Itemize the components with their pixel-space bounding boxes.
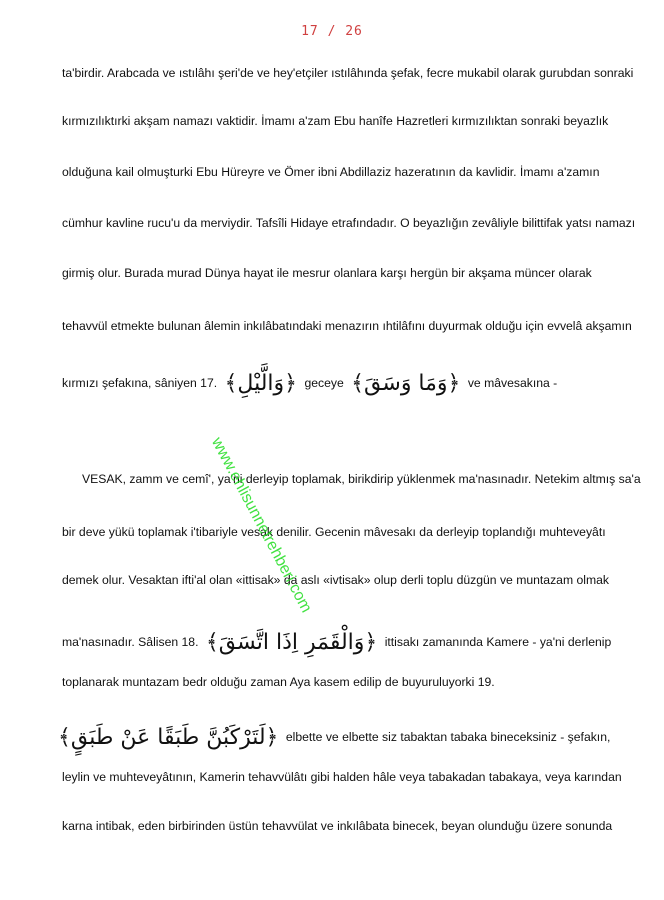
page-indicator: 17 / 26 — [301, 24, 363, 39]
text-line: kırmızılıktırki akşam namazı vaktidir. İmamı a'zam Ebu hanîfe Hazretleri kırmızılıktan sonraki beyazlık — [62, 114, 609, 128]
text-line-with-verse — [62, 628, 611, 658]
watermark: www.ehlisunnetrehberi.com — [207, 434, 315, 616]
text-segment: ma'nasınadır. Sâlisen 18. — [62, 635, 199, 650]
text-segment: ittisakı zamanında Kamere - ya'ni derlenip — [384, 635, 612, 650]
text-segment: geceye — [304, 376, 344, 391]
text-segment: elbette ve elbette siz tabaktan tabaka bineceksiniz - şefakın, — [285, 730, 611, 745]
arabic-verse: ﴿لَتَرْكَبُنَّ طَبَقًا عَنْ طَبَقٍ﴾ — [58, 725, 279, 750]
text-line-with-verse — [62, 369, 557, 399]
text-line: leylin ve muhteveyâtının, Kamerin tehavvülâtı gibi halden hâle veya tabakadan tabakaya, veya karından — [62, 770, 622, 784]
text-line: karna intibak, eden birbirinden üstün tehavvülat ve inkılâbata binecek, beyan olunduğu üzere sonunda — [62, 819, 613, 833]
text-line: VESAK, zamm ve cemî', ya'ni derleyip toplamak, birikdirip yüklenmek ma'nasınadır. Netekim altmış sa'a — [82, 472, 641, 486]
text-line-with-verse — [58, 723, 610, 753]
text-line: toplanarak muntazam bedr olduğu zaman Aya kasem edilip de buyuruluyorki 19. — [62, 675, 495, 689]
text-segment: kırmızı şefakına, sâniyen 17. — [62, 376, 218, 391]
text-line: girmiş olur. Burada murad Dünya hayat ile mesrur olanlara karşı hergün bir akşama müncer olarak — [62, 266, 592, 280]
text-line: demek olur. Vesaktan ifti'al olan «ittisak» da aslı «ivtisak» olup derli toplu düzgün ve muntazam olmak — [62, 573, 610, 587]
text-line: tehavvül etmekte bulunan âlemin inkılâbatındaki menazırın ıhtilâfını duyurmak olduğu için evvelâ akşamın — [62, 319, 632, 333]
arabic-verse: ﴿وَمَا وَسَقَ﴾ — [351, 371, 461, 396]
text-line: cümhur kavline rucu'u da merviydir. Tafsîli Hidaye etrafındadır. O beyazlığın zevâliyle bilittifak yatsı namazı — [62, 216, 636, 230]
arabic-verse: ﴿وَالَّيْلِ﴾ — [224, 371, 298, 396]
text-line: ta'birdir. Arabcada ve ıstılâhı şeri'de ve hey'etçiler ıstılâhında şefak, fecre mukabil olarak gurubdan sonraki — [62, 66, 634, 80]
arabic-verse: ﴿وَالْقَمَرِ اِذَا اتَّسَقَ﴾ — [205, 630, 378, 655]
text-line: olduğuna kail olmuşturki Ebu Hüreyre ve Ömer ibni Abdillaziz hazeratının da kavlidir. İmamı a'zamın — [62, 165, 600, 179]
text-line: bir deve yükü toplamak i'tibariyle vesak denilir. Gecenin mâvesakı da derleyip toplandığı muhteveyâtı — [62, 525, 606, 539]
text-segment: ve mâvesakına - — [467, 376, 558, 391]
